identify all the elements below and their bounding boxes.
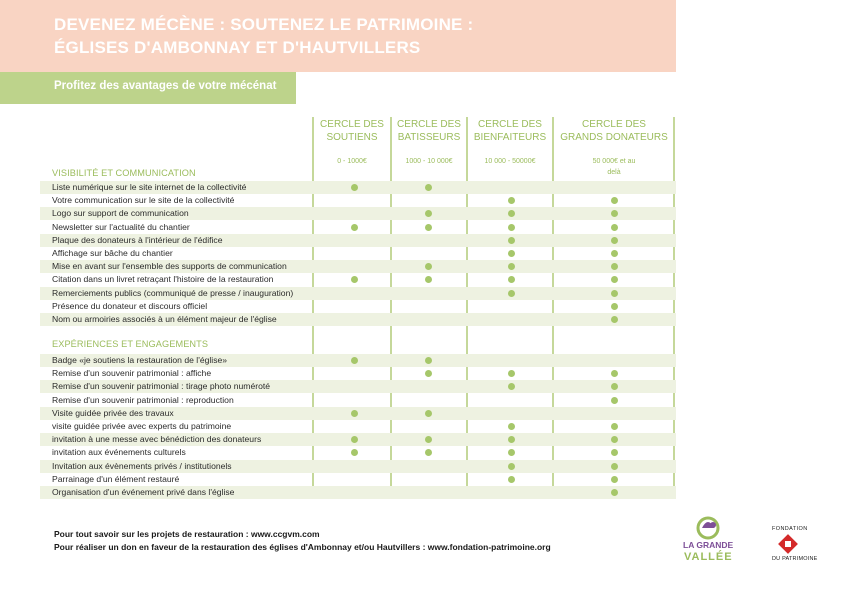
benefit-dot [508, 449, 515, 456]
row-label: Organisation d'un événement privé dans l'église [52, 487, 235, 497]
column-range-line-1: 1000 - 10 000€ [405, 158, 453, 165]
footer-line-2: Pour réaliser un don en faveur de la restauration des églises d'Ambonnay et/ou Hautvillers : www.fondation-patrimoine.org [54, 542, 551, 552]
benefit-dot [611, 316, 618, 323]
table-row [40, 247, 676, 260]
benefit-dot [611, 436, 618, 443]
benefit-dot [351, 436, 358, 443]
benefit-dot [611, 463, 618, 470]
benefit-dot [611, 263, 618, 270]
column-header [392, 118, 466, 144]
table-row [40, 473, 676, 486]
table-row [40, 300, 676, 313]
row-label: invitation à une messe avec bénédiction des donateurs [52, 434, 262, 445]
column-header-line-1: CERCLE DES [582, 119, 646, 130]
benefit-dot [508, 370, 515, 377]
row-label: Remise d'un souvenir patrimonial : tirage photo numéroté [52, 381, 271, 392]
benefit-dot [611, 449, 618, 456]
column-header-line-1: CERCLE DES [320, 119, 384, 130]
benefit-dot [351, 449, 358, 456]
table-row [40, 486, 676, 499]
row-label: Logo sur support de communication [52, 208, 189, 219]
benefit-dot [425, 449, 432, 456]
title-line-2: ÉGLISES D'AMBONNAY ET D'HAUTVILLERS [54, 38, 421, 57]
row-label: Votre communication sur le site de la collectivité [52, 195, 235, 206]
row-label: Visite guidée privée des travaux [52, 407, 174, 418]
row-label: Nom ou armoiries associés à un élément majeur de l'église [52, 314, 277, 324]
table-row [40, 367, 676, 380]
table-row [40, 194, 676, 207]
table-row [40, 407, 676, 420]
column-header-line-2: SOUTIENS [326, 132, 378, 143]
benefit-dot [508, 263, 515, 270]
benefit-dot [351, 410, 358, 417]
row-label: Remise d'un souvenir patrimonial : reproduction [52, 394, 234, 405]
benefit-dot [425, 410, 432, 417]
benefit-dot [611, 224, 618, 231]
row-label: invitation aux événements culturels [52, 447, 186, 458]
benefit-dot [508, 290, 515, 297]
row-label: Plaque des donateurs à l'intérieur de l'édifice [52, 234, 223, 245]
table-row [40, 273, 676, 286]
benefit-dot [508, 383, 515, 390]
column-range [468, 156, 552, 167]
row-label: Newsletter sur l'actualité du chantier [52, 221, 190, 232]
column-range [392, 156, 466, 167]
benefit-dot [508, 463, 515, 470]
benefit-dot [351, 184, 358, 191]
table-row [40, 287, 676, 300]
benefit-dot [508, 423, 515, 430]
section-title: EXPÉRIENCES ET ENGAGEMENTS [52, 339, 209, 349]
row-label: Mise en avant sur l'ensemble des supports de communication [52, 261, 287, 272]
row-label: Liste numérique sur le site internet de la collectivité [52, 182, 247, 192]
table-row [40, 394, 676, 407]
footer-info [54, 528, 551, 554]
benefit-dot [611, 237, 618, 244]
benefit-dot [611, 250, 618, 257]
benefit-dot [611, 276, 618, 283]
benefit-dot [425, 184, 432, 191]
benefit-dot [508, 224, 515, 231]
row-label: Citation dans un livret retraçant l'histoire de la restauration [52, 274, 274, 285]
fondation-text-2: DU PATRIMOINE [772, 556, 818, 562]
footer-line-1: Pour tout savoir sur les projets de restauration : www.ccgvm.com [54, 529, 320, 539]
benefit-dot [351, 224, 358, 231]
benefit-dot [425, 370, 432, 377]
benefit-dot [611, 197, 618, 204]
table-row [40, 221, 676, 234]
row-label: Invitation aux évènements privés / institutionels [52, 460, 232, 471]
row-label: Parrainage d'un élément restauré [52, 473, 180, 484]
column-header-line-1: CERCLE DES [478, 119, 542, 130]
column-range-line-1: 50 000€ et au [592, 158, 636, 165]
benefit-dot [425, 436, 432, 443]
benefit-dot [611, 290, 618, 297]
benefit-dot [611, 383, 618, 390]
table-row [40, 313, 676, 326]
benefit-dot [611, 210, 618, 217]
benefit-dot [425, 210, 432, 217]
table-row [40, 354, 676, 367]
row-label: Affichage sur bâche du chantier [52, 248, 173, 258]
table-row [40, 380, 676, 393]
grande-vallee-text-2: VALLÉE [684, 551, 733, 563]
row-label: Remise d'un souvenir patrimonial : affiche [52, 368, 212, 379]
table-row [40, 420, 676, 433]
grande-vallee-text-1: LA GRANDE [683, 540, 734, 550]
benefit-dot [508, 210, 515, 217]
table-row [40, 181, 676, 194]
row-label: Remerciements publics (communiqué de presse / inauguration) [52, 287, 294, 298]
benefit-dot [425, 357, 432, 364]
column-header-line-2: BIENFAITEURS [473, 132, 547, 143]
column-header-line-2: BATISSEURS [397, 132, 461, 143]
benefit-dot [508, 237, 515, 244]
row-label: Badge «je soutiens la restauration de l'église» [52, 355, 228, 365]
benefit-dot [611, 476, 618, 483]
section-title: VISIBILITÉ ET COMMUNICATION [52, 168, 196, 178]
column-header [314, 118, 390, 144]
column-range-line-1: 10 000 - 50000€ [484, 158, 536, 165]
table-row [40, 446, 676, 459]
benefit-dot [351, 357, 358, 364]
title-line-1: DEVENEZ MÉCÈNE : SOUTENEZ LE PATRIMOINE : [54, 15, 474, 34]
table-row [40, 207, 676, 220]
fondation-patrimoine-icon [778, 534, 798, 554]
benefit-dot [508, 250, 515, 257]
benefit-dot [508, 436, 515, 443]
column-range-line-2: delà [607, 169, 621, 176]
benefit-dot [508, 476, 515, 483]
column-header-line-1: CERCLE DES [397, 119, 461, 130]
column-header [554, 118, 674, 144]
page-title [54, 13, 473, 59]
column-header-line-2: GRANDS DONATEURS [560, 132, 668, 143]
benefit-dot [611, 423, 618, 430]
column-range [554, 156, 674, 178]
subtitle: Profitez des avantages de votre mécénat [54, 80, 277, 92]
row-label: visite guidée privée avec experts du patrimoine [52, 421, 232, 431]
benefit-dot [611, 489, 618, 496]
benefit-dot [351, 276, 358, 283]
benefit-dot [611, 303, 618, 310]
fondation-text-1: FONDATION [772, 526, 808, 532]
column-range [314, 156, 390, 167]
column-range-line-1: 0 - 1000€ [337, 158, 367, 165]
benefit-dot [425, 263, 432, 270]
column-header [468, 118, 552, 144]
benefit-dot [508, 276, 515, 283]
table-row [40, 433, 676, 446]
benefit-dot [425, 224, 432, 231]
benefit-dot [611, 397, 618, 404]
benefit-dot [508, 197, 515, 204]
benefit-dot [425, 276, 432, 283]
table-row [40, 460, 676, 473]
row-label: Présence du donateur et discours officiel [52, 300, 208, 311]
table-row [40, 234, 676, 247]
benefit-dot [611, 370, 618, 377]
table-row [40, 260, 676, 273]
